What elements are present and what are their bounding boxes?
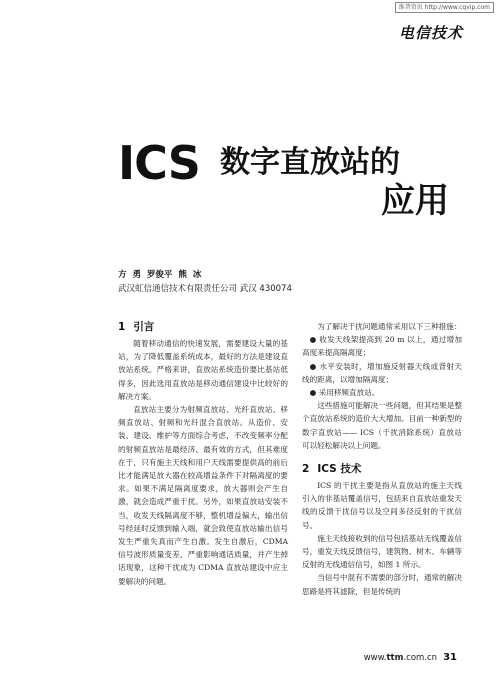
paragraph: ICS 的干扰主要是指从直放站的施主天线引入的非基站覆盖信号，包括来自直放站重发天线的反馈干扰信号以及空间多径反射的干扰信号。 bbox=[302, 481, 462, 530]
left-column bbox=[118, 320, 288, 588]
footer-url: www.ttm.com.cn bbox=[363, 653, 438, 663]
authors: 方 勇 罗俊平 熊 冰 bbox=[118, 270, 202, 280]
affiliation: 武汉虹信通信技术有限责任公司 武汉 430074 bbox=[118, 284, 292, 294]
column-label: 电信技术 bbox=[398, 24, 463, 42]
article-title-line2: 应用 bbox=[381, 181, 449, 221]
paragraph: 随着移动通信的快速发展，需要建设大量的基站，为了降低覆盖系统成本，最好的方法是建设直放站系统。严格来讲，直放站系统造价要比基站低得多，因此选用直放站是移动通信建设中比较好的解决方案。 bbox=[118, 339, 288, 401]
paragraph: 为了解决干扰问题通常采用以下三种措施： bbox=[317, 322, 462, 331]
paragraph: 当信号中混有不需要的部分时，通常的解决思路是将其滤除，但是传统的 bbox=[302, 573, 462, 596]
paragraph: 直放站主要分为射频直放站、光纤直放站、移频直放站、射频和光纤混合直放站。从造价、安装、建设、维护等方面综合考虑，不改变频率分配的射频直放站是最经济、最有效的方式，但其难度在于，只有施主天线和用户天线需要提供高的前后比才能满足放大器在较高增益条件下对隔离度的要求。如果不满足隔离度要求，放大器则会产生自激，就会造成严重干扰。另外，如果直放站安装不当，收发天线隔离度不够，整机增益偏大，输出信号经延时反馈到输入端，就会致使直放站输出信号发生严重失真而产生自激。发生自激后，CDMA 信号波形质量变差，严重影响通话质量，并产生掉话现象，这种干扰成为 CDMA 直放站建设中应主要解决的问题。 bbox=[118, 405, 288, 586]
bullet-item: ● 水平安装时，增加施反射器天线或背射天线的距离，以增加隔离度； bbox=[302, 361, 462, 384]
paragraph: 这些措施可能解决一些问题，但其结果是整个直放站系统的造价大大增加。目前一种新型的数字直放站—— ICS（干扰消除系统）直放站可以轻松解决以上问题。 bbox=[302, 401, 462, 450]
article-title-ics: ICS bbox=[118, 136, 200, 190]
section-title: ICS 技术 bbox=[317, 463, 362, 476]
section-number: 1 bbox=[118, 321, 126, 333]
section-number: 2 bbox=[302, 463, 310, 476]
article-title-main: 数字直放站的 bbox=[220, 145, 400, 180]
section-title: 引言 bbox=[133, 321, 155, 333]
section-heading-2 bbox=[302, 462, 462, 476]
page-number: 31 bbox=[443, 652, 457, 663]
right-column bbox=[302, 320, 462, 598]
bullet-item: ● 收发天线架提高到 20 m 以上，通过增加高度来提高隔离度； bbox=[302, 335, 462, 358]
watermark: 维普资讯 http://www.cqvip.com bbox=[395, 2, 494, 13]
section-heading-1 bbox=[118, 320, 288, 334]
page-footer bbox=[364, 652, 457, 663]
bullet-item: ● 采用移频直放站。 bbox=[309, 388, 380, 398]
paragraph: 施主天线接收到的信号包括基站无线覆盖信号，重发天线反馈信号，建筑物、树木、车辆等反射的无线通信信号，如图 1 所示。 bbox=[302, 533, 462, 570]
